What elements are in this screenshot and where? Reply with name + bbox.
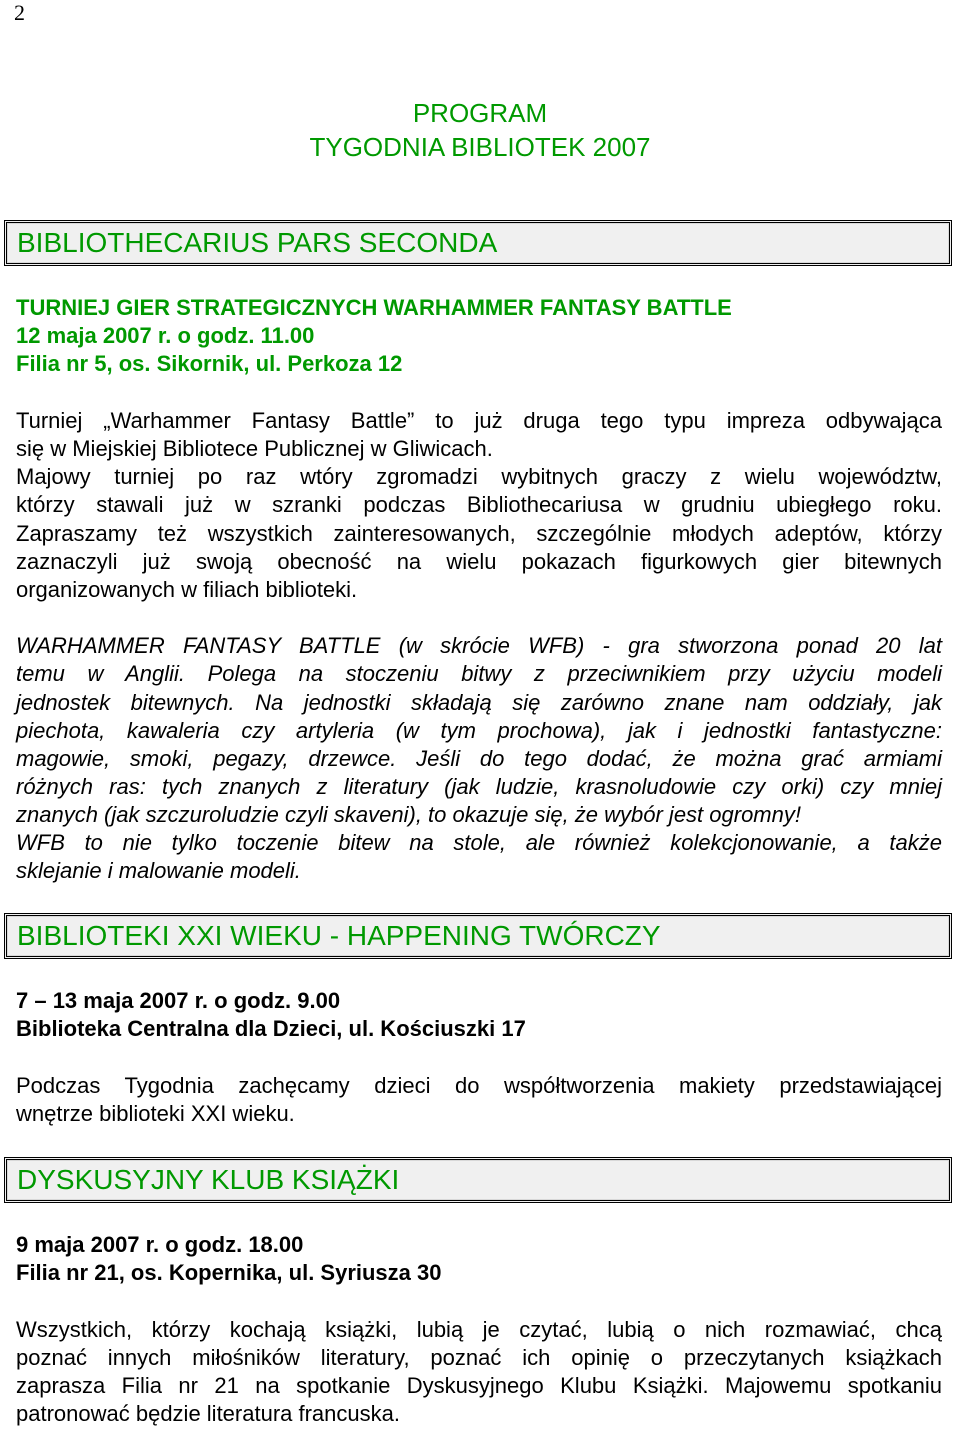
event-date: 9 maja 2007 r. o godz. 18.00: [16, 1232, 304, 1257]
section-heading-dyskusyjny-klub: [4, 1157, 952, 1203]
paragraph-line: wnętrze biblioteki XXI wieku.: [16, 1101, 295, 1126]
paragraph-line: WARHAMMER FANTASY BATTLE (w skrócie WFB) - gra stworzona ponad 20 lat: [16, 633, 942, 658]
paragraph-line: sklejanie i malowanie modeli.: [16, 858, 301, 883]
title-line-1: PROGRAM: [412, 98, 548, 128]
paragraph-line: którzy stawali już w szranki podczas Bibliothecariusa w grudniu ubiegłego roku.: [16, 492, 942, 517]
event-title: TURNIEJ GIER STRATEGICZNYCH WARHAMMER FANTASY BATTLE: [16, 295, 732, 320]
section-heading-bibliothecarius: [4, 220, 952, 266]
page-title: [0, 96, 960, 164]
paragraph-line: jednostek bitewnych. Na jednostki składają się zarówno znane nam oddziały, jak: [16, 690, 942, 715]
event-place: Biblioteka Centralna dla Dzieci, ul. Kościuszki 17: [16, 1016, 526, 1041]
section-heading-text: BIBLIOTEKI XXI WIEKU - HAPPENING TWÓRCZY: [17, 920, 661, 951]
section-heading-text: DYSKUSYJNY KLUB KSIĄŻKI: [17, 1164, 400, 1195]
paragraph-line: poznać innych miłośników literatury, poznać ich opinię o przeczytanych książkach: [16, 1345, 942, 1370]
paragraph-line: zaznaczyli już swoją obecność na wielu pokazach figurkowych gier bitewnych: [16, 549, 942, 574]
paragraph-line: Wszystkich, którzy kochają książki, lubią je czytać, lubią o nich rozmawiać, chcą: [16, 1317, 942, 1342]
paragraph-line: piechota, kawaleria czy artyleria (w tym prochowa), jak i jednostki fantastyczne:: [16, 718, 942, 743]
paragraph-line: temu w Anglii. Polega na stoczeniu bitwy z przeciwnikiem przy użyciu modeli: [16, 661, 942, 686]
event-place: Filia nr 21, os. Kopernika, ul. Syriusza 30: [16, 1260, 442, 1285]
event-date: 7 – 13 maja 2007 r. o godz. 9.00: [16, 988, 341, 1013]
section-heading-biblioteki-xxi: [4, 913, 952, 959]
paragraph-line: organizowanych w filiach biblioteki.: [16, 577, 358, 602]
section-heading-text: BIBLIOTHECARIUS PARS SECONDA: [17, 227, 498, 258]
paragraph-line: różnych ras: tych znanych z literatury (jak ludzie, krasnoludowie czy orki) czy mniej: [16, 774, 942, 799]
title-line-2: TYGODNIA BIBLIOTEK 2007: [309, 132, 651, 162]
paragraph-line: Turniej „Warhammer Fantasy Battle” to już druga tego typu impreza odbywająca: [16, 408, 942, 433]
paragraph-line: znanych (jak szczuroludzie czyli skaveni), to okazuje się, że wybór jest ogromny!: [16, 802, 801, 827]
paragraph-line: Zapraszamy też wszystkich zainteresowanych, szczególnie młodych adeptów, którzy: [16, 521, 942, 546]
paragraph-line: zaprasza Filia nr 21 na spotkanie Dyskusyjnego Klubu Książki. Majowemu spotkaniu: [16, 1373, 942, 1398]
paragraph-line: patronować będzie literatura francuska.: [16, 1401, 400, 1426]
paragraph-line: Podczas Tygodnia zachęcamy dzieci do współtworzenia makiety przedstawiającej: [16, 1073, 942, 1098]
paragraph-line: magowie, smoki, pegazy, drzewce. Jeśli do tego dodać, że można grać armiami: [16, 746, 942, 771]
event-place: Filia nr 5, os. Sikornik, ul. Perkoza 12: [16, 351, 403, 376]
event-date: 12 maja 2007 r. o godz. 11.00: [16, 323, 315, 348]
paragraph-line: WFB to nie tylko toczenie bitew na stole, ale również kolekcjonowanie, a także: [16, 830, 942, 855]
paragraph-line: Majowy turniej po raz wtóry zgromadzi wybitnych graczy z wielu województw,: [16, 464, 942, 489]
page-number: 2: [14, 0, 25, 25]
paragraph-line: się w Miejskiej Bibliotece Publicznej w Gliwicach.: [16, 436, 493, 461]
